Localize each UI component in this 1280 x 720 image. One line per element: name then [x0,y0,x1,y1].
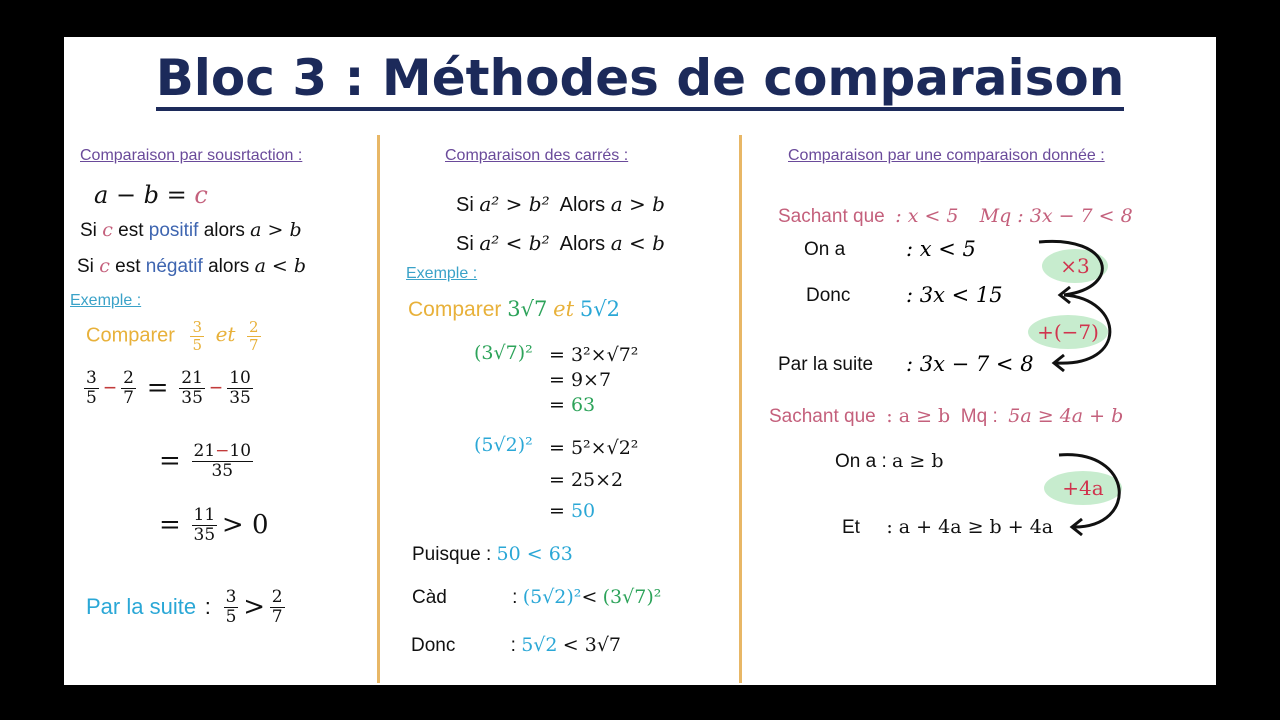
col2-comparer: Comparer 3√7 et 5√2 [408,297,620,321]
ex1-line1-expr: : x < 5 [906,237,976,261]
ex1-line1-label: On a [804,239,846,260]
arrow-4a [1059,455,1119,527]
col2-calc2-l3: = 50 [549,500,596,522]
col2-calc2-lhs: (5√2)² [474,434,533,456]
col3-heading: Comparaison par une comparaison donnée : [788,147,1105,164]
ex1-statement: Sachant que : x < 5 Mq : 3x − 7 < 8 [778,205,1133,227]
col2-calc1-l3: = 63 [549,394,596,416]
col1-formula: a − b = c [94,181,208,209]
col1-step2: = $\frac{21-10}{35}$ [159,441,252,481]
slide [64,37,1216,685]
ex2-line2: Et : a + 4a ≥ b + 4a [842,516,1054,538]
col1-subtraction: $\frac{3}{5}$ − $\frac{2}{7}$ = $\frac{21}{35}$ − $\frac{10}{35}$ [86,368,251,408]
col1-comparer: Comparer $\frac{3}{5}$ et $\frac{2}{7}$ [86,318,259,354]
col1-conclusion: Par la suite : $\frac{3}{5}$ > $\frac{2}{7}$ [86,587,283,627]
col2-puisque: Puisque : 50 < 63 [412,543,573,565]
ex1-line2-label: Donc [806,285,851,306]
multiply-3-badge: ×3 [1042,249,1108,283]
rule-positif: Si c est positif alors a > b [80,219,302,241]
step-arrows [64,37,1216,685]
col2-calc1-l1: = 3²×√7² [549,344,639,366]
ex2-statement: Sachant que : a ≥ b Mq : 5a ≥ 4a + b [769,405,1124,427]
col2-donc: Donc : 5√2 < 3√7 [411,634,622,656]
add-minus7-badge: +(−7) [1028,315,1108,349]
col2-calc1-l2: = 9×7 [549,369,612,391]
col2-rule2: Si a² < b² Alors a < b [456,231,665,255]
arrow-minus7 [1056,295,1110,363]
col2-calc2-l2: = 25×2 [549,469,624,491]
col1-heading: Comparaison par sousrtaction : [80,147,303,164]
col2-calc1-lhs: (3√7)² [474,342,533,364]
col2-calc2-l1: = 5²×√2² [549,437,639,459]
ex2-line1: On a : a ≥ b [835,450,944,472]
col1-step3: = $\frac{11}{35}$ > 0 [159,505,269,545]
ex1-line3-expr: : 3x − 7 < 8 [906,352,1034,376]
col2-cad: Càd : (5√2)²< (3√7)² [412,586,662,608]
rule-negatif: Si c est négatif alors a < b [77,255,307,277]
arrow-x3 [1039,241,1102,295]
col2-rule1: Si a² > b² Alors a > b [456,192,665,216]
col1-example-label: Exemple : [70,292,142,309]
ex1-line2-expr: : 3x < 15 [906,283,1003,307]
col2-heading: Comparaison des carrés : [445,147,629,164]
col2-example-label: Exemple : [406,265,478,282]
add-4a-badge: +4a [1044,471,1122,505]
page-title: Bloc 3 : Méthodes de comparaison [64,49,1216,107]
ex1-line3-label: Par la suite [778,354,874,375]
